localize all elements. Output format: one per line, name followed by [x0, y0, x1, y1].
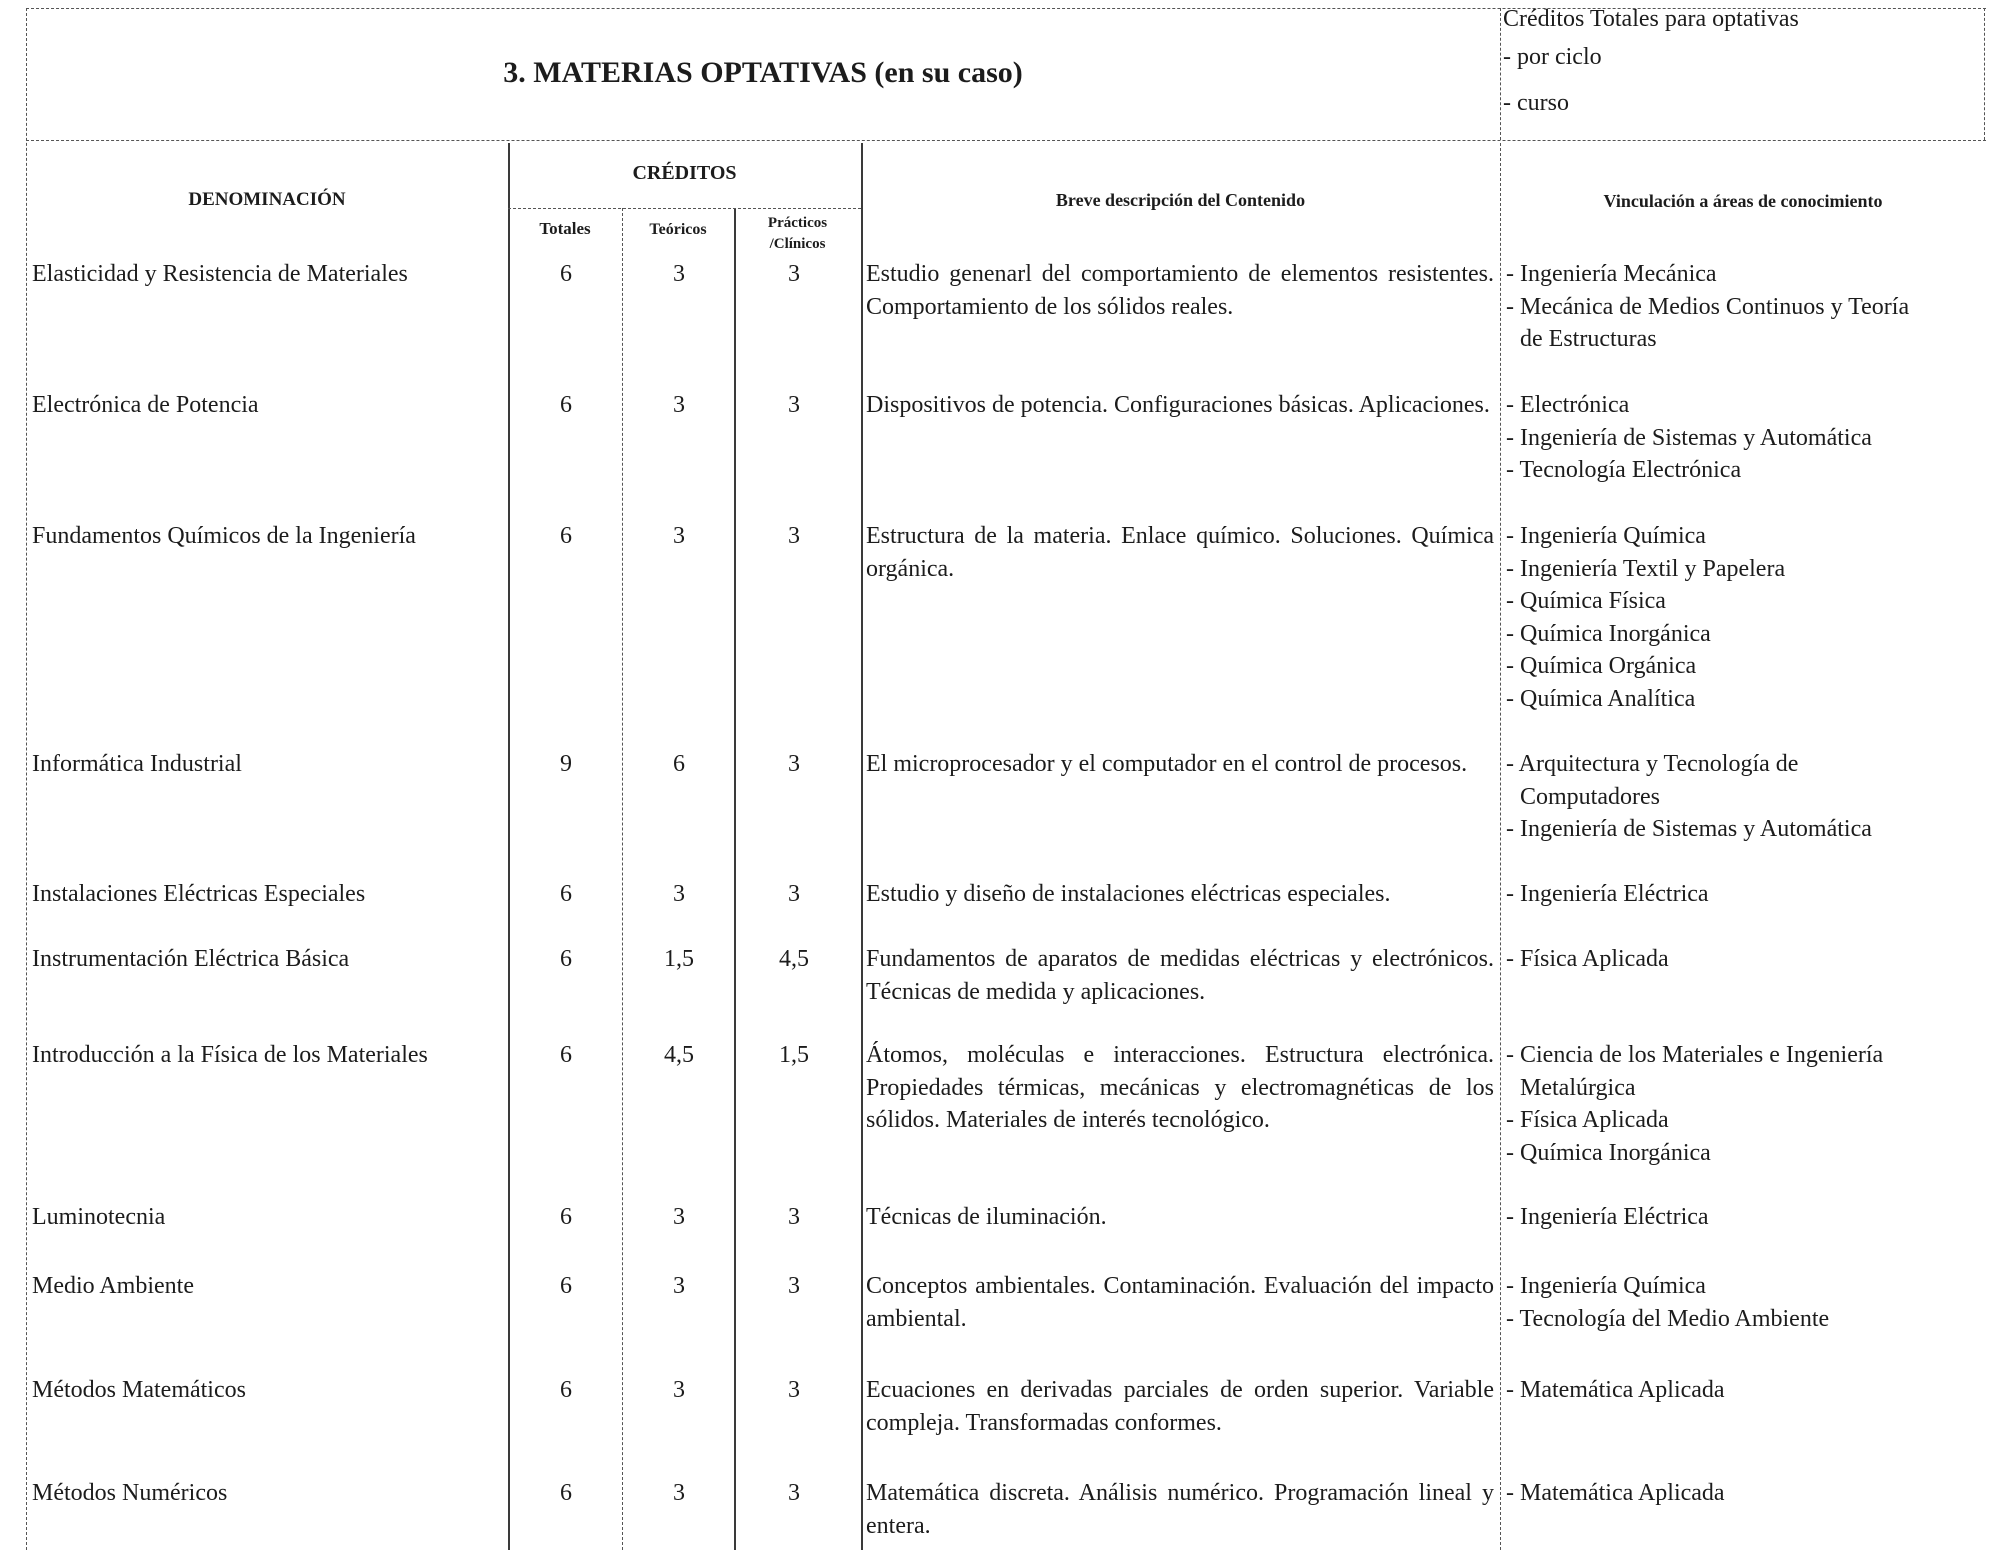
subject-description: Matemática discreta. Análisis numérico. Programación lineal y entera.	[866, 1480, 1494, 1539]
right-border	[1984, 8, 1985, 140]
header-bottom-border	[26, 140, 1986, 141]
area-item: - Matemática Aplicada	[1506, 1377, 1725, 1403]
header-creditos: CRÉDITOS	[632, 162, 737, 184]
creditos-practicos: 3	[788, 392, 800, 418]
subject-description: Dispositivos de potencia. Configuraciones básicas. Aplicaciones.	[866, 392, 1490, 418]
subject-description: Fundamentos de aparatos de medidas eléctricas y electrónicos. Técnicas de medida y aplicaciones.	[866, 946, 1494, 1005]
area-item: Computadores	[1520, 783, 1660, 810]
col-line-creditos	[508, 143, 510, 1550]
areas-list	[1506, 1477, 1986, 1510]
areas-list	[1506, 389, 1986, 487]
area-item: - Química Orgánica	[1506, 653, 1697, 679]
creditos-teoricos: 3	[673, 881, 685, 907]
areas-list	[1506, 1270, 1986, 1335]
creditos-teoricos: 3	[673, 1377, 685, 1403]
area-item: - Ingeniería Química	[1506, 1273, 1706, 1299]
areas-list	[1506, 520, 1986, 715]
subject-name: Elasticidad y Resistencia de Materiales	[32, 261, 408, 287]
area-item: - Electrónica	[1506, 392, 1630, 418]
creditos-teoricos: 3	[673, 1204, 685, 1230]
creditos-divider	[508, 208, 861, 209]
subject-description: Estudio genenarl del comportamiento de elementos resistentes. Comportamiento de los sólidos reales.	[866, 261, 1494, 320]
creditos-practicos: 3	[788, 261, 800, 287]
creditos-totales-label: Créditos Totales para optativas	[1503, 6, 1799, 32]
subject-description: Estructura de la materia. Enlace químico. Soluciones. Química orgánica.	[866, 523, 1494, 582]
page-title: 3. MATERIAS OPTATIVAS (en su caso)	[503, 56, 1023, 89]
area-item: - Ingeniería Química	[1506, 523, 1706, 549]
area-item: - Ingeniería Mecánica	[1506, 261, 1717, 287]
areas-list	[1506, 258, 1986, 356]
creditos-teoricos: 1,5	[664, 946, 694, 972]
creditos-practicos: 3	[788, 523, 800, 549]
subject-name: Medio Ambiente	[32, 1273, 194, 1299]
subject-description: Ecuaciones en derivadas parciales de orden superior. Variable compleja. Transformadas conformes.	[866, 1377, 1494, 1436]
creditos-practicos: 4,5	[779, 946, 809, 972]
creditos-practicos: 3	[788, 1480, 800, 1506]
areas-list	[1506, 1039, 1986, 1169]
subject-name: Electrónica de Potencia	[32, 392, 259, 418]
creditos-totales: 6	[560, 1273, 572, 1299]
area-item: - Ingeniería Eléctrica	[1506, 881, 1709, 907]
area-item: - Ingeniería de Sistemas y Automática	[1506, 424, 1872, 451]
creditos-practicos: 3	[788, 1204, 800, 1230]
area-item: - Ingeniería de Sistemas y Automática	[1506, 816, 1872, 842]
header-totales: Totales	[539, 219, 591, 238]
subject-description: Técnicas de iluminación.	[866, 1204, 1107, 1230]
subject-name: Fundamentos Químicos de la Ingeniería	[32, 523, 416, 549]
header-divider	[1500, 8, 1501, 140]
creditos-teoricos: 4,5	[664, 1042, 694, 1068]
por-ciclo-label: - por ciclo	[1503, 44, 1602, 70]
left-border	[26, 8, 27, 1550]
subject-name: Luminotecnia	[32, 1204, 166, 1230]
area-item: - Ingeniería Eléctrica	[1506, 1204, 1709, 1230]
curso-label: - curso	[1503, 90, 1569, 116]
creditos-totales: 6	[560, 523, 572, 549]
creditos-practicos: 3	[788, 1377, 800, 1403]
areas-list	[1506, 1201, 1986, 1234]
header-practicos: Prácticos	[767, 215, 828, 231]
area-item: - Química Analítica	[1506, 685, 1696, 712]
creditos-totales: 6	[560, 1042, 572, 1068]
creditos-totales: 9	[560, 751, 572, 777]
creditos-totales: 6	[560, 881, 572, 907]
areas-list	[1506, 748, 1986, 846]
creditos-totales: 6	[560, 1377, 572, 1403]
area-item: - Ingeniería Textil y Papelera	[1506, 555, 1786, 582]
area-item: - Ciencia de los Materiales e Ingeniería	[1506, 1042, 1884, 1068]
creditos-totales: 6	[560, 261, 572, 287]
subject-description: Estudio y diseño de instalaciones eléctricas especiales.	[866, 881, 1391, 907]
area-item: - Tecnología del Medio Ambiente	[1506, 1305, 1830, 1332]
creditos-totales: 6	[560, 392, 572, 418]
subject-description: Átomos, moléculas e interacciones. Estructura electrónica. Propiedades térmicas, mecánicas y electromagnéticas de los sólidos. Materiales de interés tecnológico.	[866, 1042, 1494, 1133]
area-item: - Física Aplicada	[1506, 946, 1669, 972]
areas-list	[1506, 878, 1986, 911]
creditos-practicos: 1,5	[779, 1042, 809, 1068]
area-item: de Estructuras	[1520, 326, 1657, 352]
subject-description: El microprocesador y el computador en el control de procesos.	[866, 751, 1468, 777]
header-clinicos: /Clínicos	[769, 236, 826, 252]
creditos-teoricos: 3	[673, 1273, 685, 1299]
areas-list	[1506, 943, 1986, 976]
document-page	[26, 8, 1986, 1550]
area-item: - Mecánica de Medios Continuos y Teoría	[1506, 293, 1910, 320]
subject-name: Introducción a la Física de los Materiales	[32, 1042, 428, 1068]
creditos-practicos: 3	[788, 751, 800, 777]
subject-description: Conceptos ambientales. Contaminación. Evaluación del impacto ambiental.	[866, 1273, 1494, 1332]
subject-name: Instalaciones Eléctricas Especiales	[32, 881, 366, 907]
col-line-descripcion	[861, 143, 863, 1550]
area-item: - Química Inorgánica	[1506, 620, 1711, 647]
creditos-practicos: 3	[788, 881, 800, 907]
creditos-totales: 6	[560, 946, 572, 972]
creditos-teoricos: 3	[673, 1480, 685, 1506]
creditos-totales: 6	[560, 1204, 572, 1230]
col-line-teoricos	[622, 208, 623, 1550]
col-line-vinculacion	[1500, 143, 1501, 1550]
subject-name: Métodos Numéricos	[32, 1480, 228, 1506]
area-item: - Arquitectura y Tecnología de	[1506, 751, 1799, 777]
area-item: - Química Física	[1506, 588, 1666, 614]
areas-list	[1506, 1374, 1986, 1407]
area-item: - Matemática Aplicada	[1506, 1480, 1725, 1506]
col-line-practicos	[734, 208, 736, 1550]
creditos-teoricos: 3	[673, 261, 685, 287]
creditos-practicos: 3	[788, 1273, 800, 1299]
area-item: Metalúrgica	[1520, 1074, 1636, 1101]
area-item: - Tecnología Electrónica	[1506, 457, 1742, 483]
creditos-totales: 6	[560, 1480, 572, 1506]
area-item: - Física Aplicada	[1506, 1107, 1669, 1133]
subject-name: Informática Industrial	[32, 751, 242, 777]
header-teoricos: Teóricos	[649, 221, 707, 238]
header-descripcion: Breve descripción del Contenido	[1055, 190, 1306, 210]
header-vinculacion: Vinculación a áreas de conocimiento	[1603, 191, 1883, 211]
creditos-teoricos: 6	[673, 751, 685, 777]
area-item: - Química Inorgánica	[1506, 1139, 1711, 1166]
subject-name: Métodos Matemáticos	[32, 1377, 246, 1403]
creditos-teoricos: 3	[673, 392, 685, 418]
creditos-teoricos: 3	[673, 523, 685, 549]
header-denominacion: DENOMINACIÓN	[188, 189, 346, 210]
subject-name: Instrumentación Eléctrica Básica	[32, 946, 350, 972]
